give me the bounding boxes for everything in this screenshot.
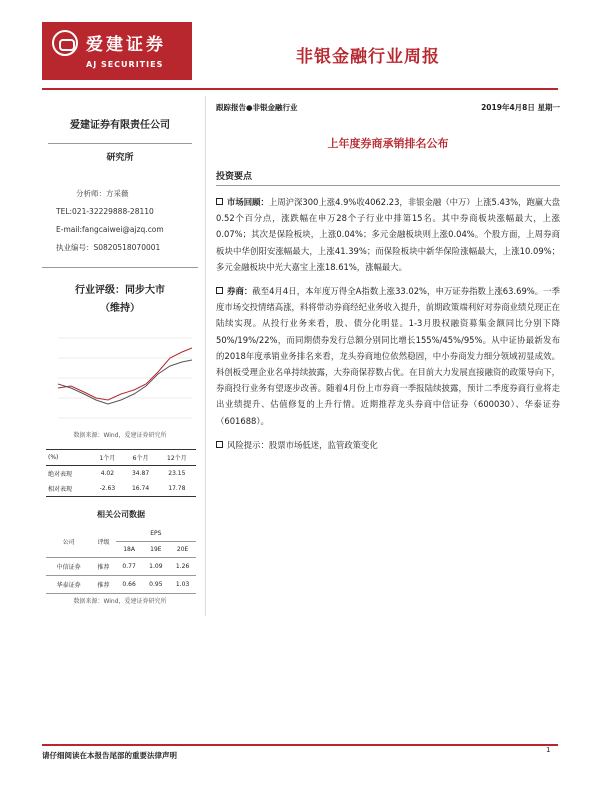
cell: 推荐 [91, 558, 115, 576]
column-divider [205, 96, 206, 616]
department: 研究所 [106, 153, 134, 163]
header-cell: 18A [116, 542, 143, 558]
cell: 17.78 [158, 481, 196, 497]
header-cell: 20E [169, 542, 196, 558]
header-cell: (%) [46, 450, 91, 466]
chart-line-industry [58, 348, 192, 400]
cell: 绝对表现 [48, 471, 73, 478]
cell: 34.87 [131, 470, 150, 477]
paragraph-label: 券商： [227, 286, 253, 297]
sidebar [42, 96, 198, 616]
table-row [46, 576, 196, 594]
cell: 1.26 [169, 558, 196, 576]
cell: 华泰证券 [46, 576, 91, 594]
header-cell: 评级 [91, 526, 115, 558]
analyst-tel: TEL:021-32229888-28110 [56, 207, 154, 216]
cell: -2.63 [91, 481, 123, 497]
footer-divider [42, 744, 558, 746]
document-title: 上年度券商承销排名公布 [327, 137, 449, 150]
header-divider [42, 88, 558, 90]
related-table [46, 526, 196, 594]
section-heading: 投资要点 [216, 169, 560, 186]
paragraph-text: 截至4月4日，本年度万得全A指数上涨33.02%，申万证券指数上涨63.69%。一季度市场交投情绪高涨，料将带动券商经纪业务收入提升，前期政策端利好对券商业绩兑现正在陆续实现。从投行业务来看，股、债分化明显。1-3月股权融资募集金额同比分别下降50%/19%/22%，而同期债券发行总额分别同比增长155%/45%/95%。从中证协最新发布的2018年度承销业务排名来看，龙头券商地位依然稳固，中小券商发力细分领域初显成效。科创板受理企业名单持续披露，大券商保荐数占优。在目前大力发展直接融资的政策导向下，券商投行业务有望逐步改善。随着4月份上市券商一季报陆续披露，预计二季度券商行业将走出业绩提升、估值修复的上升行情。近期推荐龙头券商中信证券（600030）、华泰证券（601688）。 [216, 286, 560, 426]
cell: 4.02 [100, 470, 115, 477]
paragraph-text: 风险提示：股票市场低迷，监管政策变化 [227, 439, 378, 450]
header-cell: 19E [142, 542, 169, 558]
analyst-name: 分析师：方采薇 [76, 189, 129, 198]
logo-text-cn: 爱建证券 [86, 35, 166, 55]
rating-line1: 行业评级：同步大市 [75, 285, 165, 296]
paragraph-brokers [216, 283, 560, 429]
related-title: 相关公司数据 [97, 510, 145, 519]
related-source: 数据来源：Wind，爱建证券研究所 [73, 598, 167, 605]
paragraph-label: 市场回顾： [227, 197, 269, 207]
cell: 相对表现 [46, 481, 91, 497]
cell: 1.09 [142, 558, 169, 576]
table-row [46, 466, 196, 482]
cell: 0.66 [116, 576, 143, 594]
main-content [216, 102, 560, 453]
header-cell: 12个月 [158, 450, 196, 466]
performance-chart [46, 328, 194, 428]
footer-disclaimer: 请仔细阅读在本报告尾部的重要法律声明 [42, 751, 177, 760]
analyst-info [42, 185, 198, 257]
rating-line2: （维持） [100, 303, 140, 314]
page-number: 1 [546, 746, 551, 754]
performance-chart-svg [46, 328, 194, 428]
divider [48, 143, 192, 144]
header-cell: 1个月 [91, 450, 123, 466]
header-cell: EPS [116, 526, 196, 542]
paragraph-market-review [216, 194, 560, 275]
logo [42, 22, 192, 80]
header-cell: 6个月 [123, 450, 157, 466]
table-header [46, 450, 196, 466]
table-header [46, 526, 196, 542]
paragraph-risk [216, 437, 560, 453]
cell: 23.15 [168, 470, 186, 477]
logo-text-en: AJ SECURITIES [86, 60, 164, 69]
analyst-email[interactable]: E-mail:fangcaiwei@ajzq.com [56, 225, 164, 234]
company-name: 爱建证券有限责任公司 [70, 120, 170, 131]
cell: 中信证券 [46, 558, 91, 576]
industry-rating [42, 267, 198, 318]
chart-grid [58, 338, 192, 418]
report-category: 跟踪报告●非银金融行业 [216, 103, 298, 112]
checkbox-icon [216, 441, 223, 448]
checkbox-icon [216, 287, 223, 294]
cell: 16.74 [123, 481, 157, 497]
cell: 推荐 [91, 576, 115, 594]
report-date: 2019年4月8日 星期一 [481, 103, 560, 112]
report-title: 非银金融行业周报 [296, 47, 440, 67]
analyst-license: 执业编号：S0820518070001 [56, 243, 161, 252]
table-row [46, 558, 196, 576]
table-row [46, 481, 196, 497]
cell: 0.95 [142, 576, 169, 594]
cell: 0.77 [116, 558, 143, 576]
checkbox-icon [216, 198, 223, 205]
cell: 1.03 [169, 576, 196, 594]
logo-icon [52, 30, 78, 56]
paragraph-text: 上周沪深300上涨4.9%收4062.23，非银金融（中万）上涨5.43%，跑赢大盘0.52个百分点，涨跌幅在申万28个子行业中排第15名。其中券商板块涨幅最大，上涨0.07%；其次是保险板块，上涨0.04%；多元金融板块则上涨0.04%。个股方面，上周券商板块中华创阳安涨幅最大，上涨41.39%；而保险板块中新华保险涨幅最大，上涨10.09%；多元金融板块中光大嘉宝上涨18.61%，涨幅最大。 [216, 197, 560, 272]
performance-table [46, 449, 196, 497]
meta-row [216, 102, 560, 113]
chart-line-index [58, 360, 192, 404]
header-cell: 公司 [46, 526, 91, 558]
chart-source: 数据来源：Wind，爱建证券研究所 [73, 432, 167, 439]
